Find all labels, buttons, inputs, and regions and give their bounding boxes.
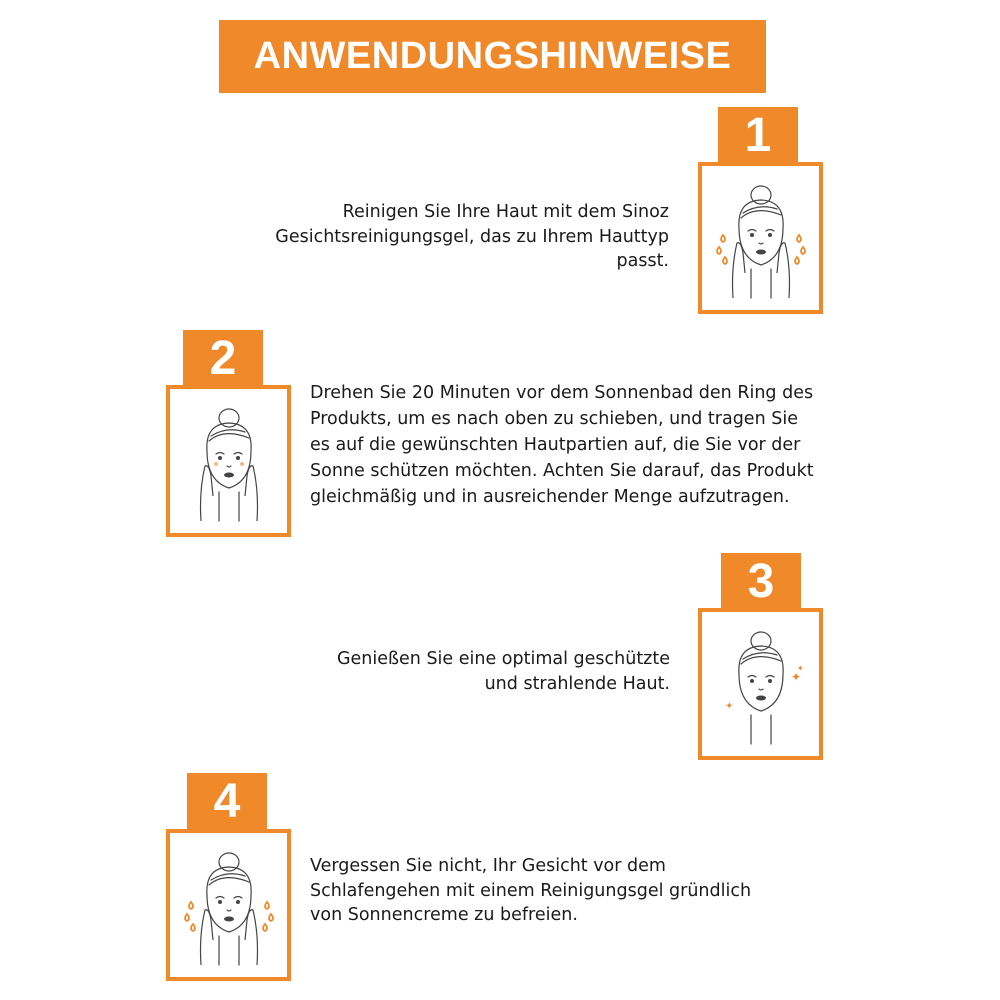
- step-1-text: [275, 200, 669, 274]
- step-3-text: [337, 647, 670, 696]
- text-line: Genießen Sie eine optimal geschützte: [336, 649, 670, 669]
- text-line: Schlafengehen mit einem Reinigungsgel gründlich: [310, 880, 752, 901]
- face-washing-icon: [166, 829, 291, 981]
- text-line: passt.: [616, 251, 669, 271]
- face-glowing-icon: [698, 608, 823, 760]
- text-line: Produkts, um es nach oben zu schieben, und tragen Sie: [310, 409, 798, 429]
- step-4-number: 4: [187, 773, 267, 829]
- text-line: gleichmäßig und in ausreichender Menge aufzutragen.: [310, 487, 790, 507]
- step-1-number: 1: [718, 107, 798, 163]
- face-applying-cream-icon: [166, 385, 291, 537]
- text-line: Vergessen Sie nicht, Ihr Gesicht vor dem: [310, 856, 666, 876]
- step-3-number: 3: [721, 553, 801, 609]
- face-illustration: [179, 396, 279, 526]
- step-4-text: [310, 854, 751, 928]
- face-cleansing-icon: [698, 162, 823, 314]
- face-illustration: [711, 173, 811, 303]
- step-2-text: [310, 380, 814, 510]
- text-line: Gesichtsreinigungsgel, das zu Ihrem Hauttyp: [275, 226, 669, 247]
- text-line: Sonne schützen möchten. Achten Sie darauf, das Produkt: [310, 461, 814, 481]
- face-illustration: [711, 619, 811, 749]
- face-illustration: [179, 840, 279, 970]
- svg-text:✦: ✦: [796, 664, 804, 673]
- step-2-number: 2: [183, 330, 263, 386]
- page-title: ANWENDUNGSHINWEISE: [219, 20, 766, 93]
- text-line: Reinigen Sie Ihre Haut mit dem Sinoz: [342, 202, 669, 222]
- svg-text:✦: ✦: [724, 701, 733, 712]
- text-line: Drehen Sie 20 Minuten vor dem Sonnenbad den Ring des: [310, 383, 814, 403]
- text-line: von Sonnencreme zu befreien.: [310, 905, 578, 925]
- text-line: es auf die gewünschten Hautpartien auf, die Sie vor der: [310, 435, 801, 455]
- text-line: und strahlende Haut.: [484, 673, 670, 694]
- svg-text:✦: ✦: [790, 670, 801, 684]
